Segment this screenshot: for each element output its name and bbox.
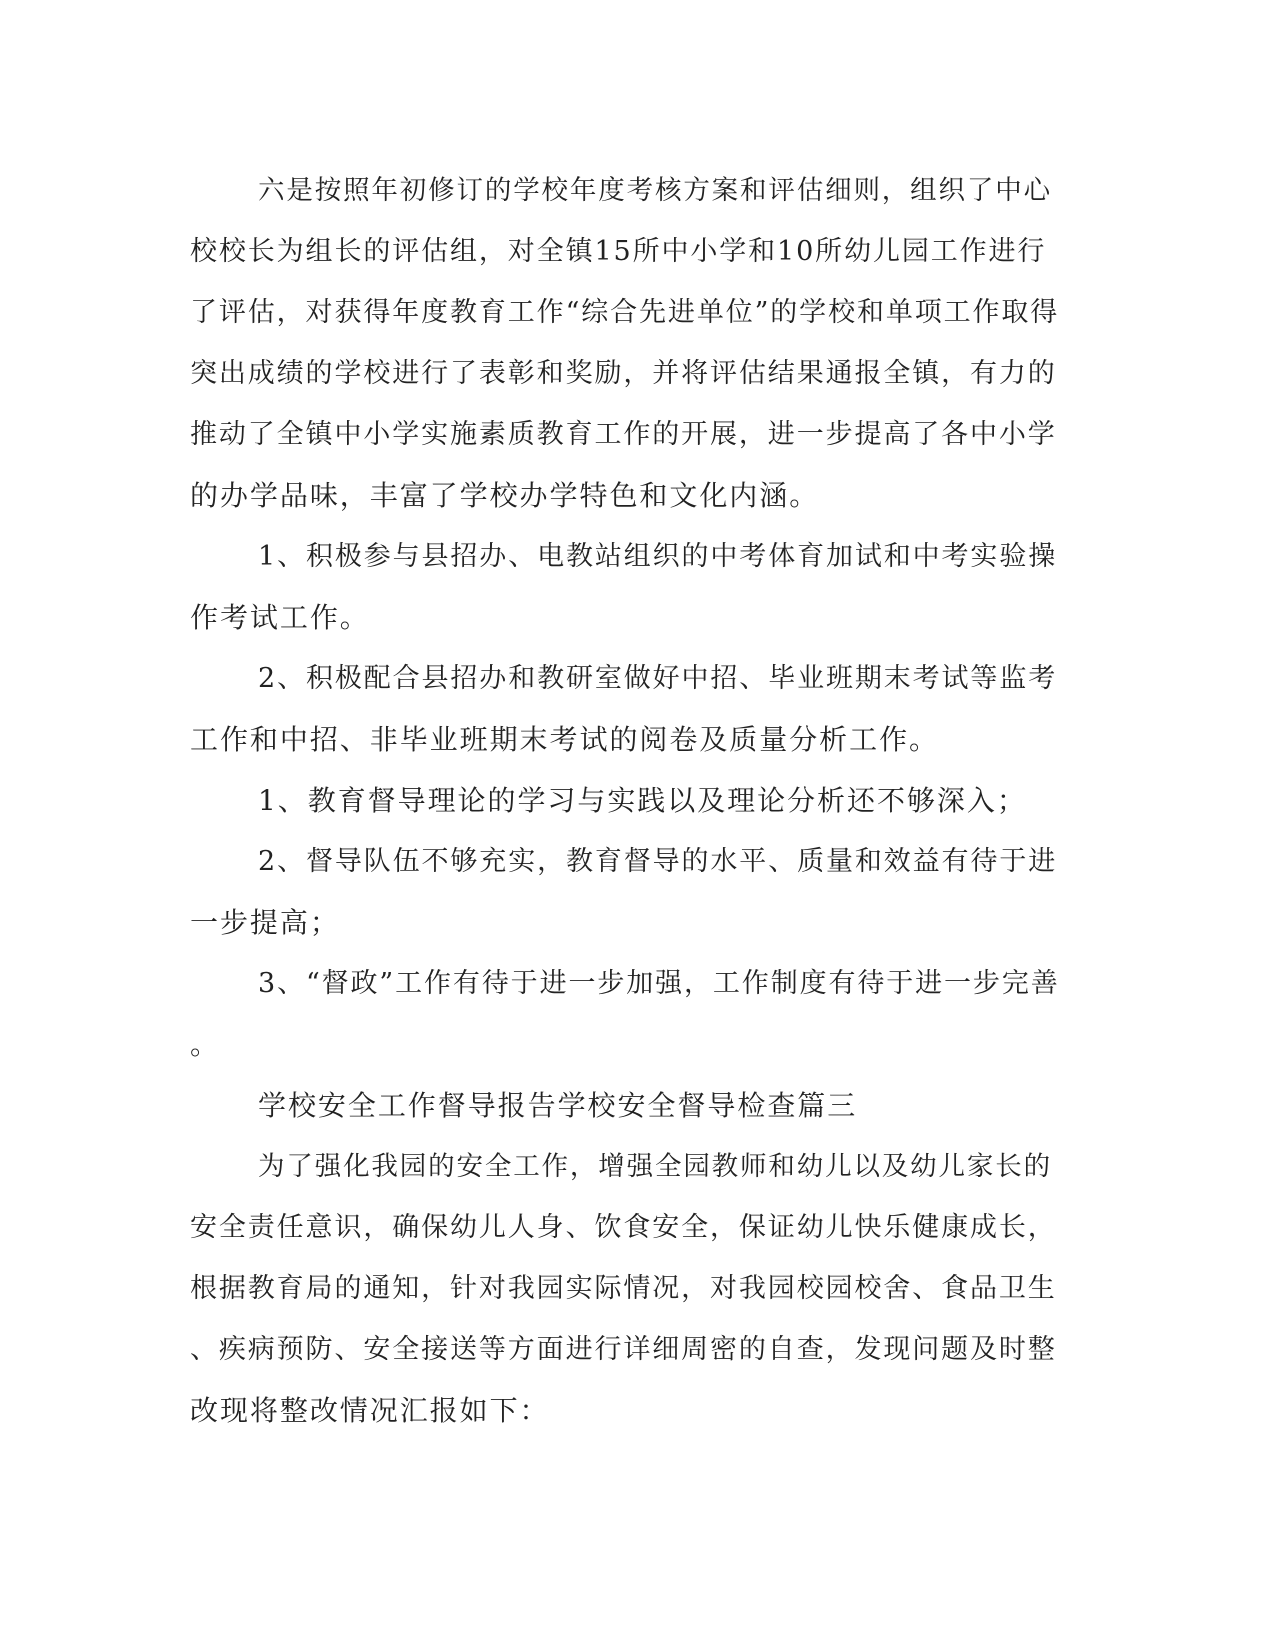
text-line: 、疾病预防、安全接送等方面进行详细周密的自查，发现问题及时整 [190,1334,1057,1365]
text-line: 一步提高； [190,906,340,939]
text-line: 校校长为组长的评估组，对全镇15所中小学和10所幼儿园工作进行 [190,236,1047,267]
text-line: 突出成绩的学校进行了表彰和奖励，并将评估结果通报全镇，有力的 [190,358,1057,389]
text-line: 2、积极配合县招办和教研室做好中招、毕业班期末考试等监考 [258,663,1058,694]
text-line: 。 [190,1028,220,1061]
text-line: 改现将整改情况汇报如下： [190,1394,550,1427]
section-heading: 学校安全工作督导报告学校安全督导检查篇三 [258,1089,858,1122]
text-line: 2、督导队伍不够充实，教育督导的水平、质量和效益有待于进 [258,846,1058,877]
text-line: 推动了全镇中小学实施素质教育工作的开展，进一步提高了各中小学 [190,419,1057,450]
text-line: 工作和中招、非毕业班期末考试的阅卷及质量分析工作。 [190,723,940,756]
text-line: 1、教育督导理论的学习与实践以及理论分析还不够深入； [258,784,1027,817]
text-line: 根据教育局的通知，针对我园实际情况，对我园校园校舍、食品卫生 [190,1273,1057,1304]
text-line: 安全责任意识，确保幼儿人身、饮食安全，保证幼儿快乐健康成长， [190,1212,1057,1243]
text-line: 为了强化我园的安全工作，增强全园教师和幼儿以及幼儿家长的 [258,1151,1052,1182]
text-line: 作考试工作。 [190,601,370,634]
text-line: 1、积极参与县招办、电教站组织的中考体育加试和中考实验操 [258,541,1058,572]
text-line: 六是按照年初修订的学校年度考核方案和评估细则，组织了中心 [258,175,1052,206]
text-line: 3、“督政”工作有待于进一步加强，工作制度有待于进一步完善 [258,968,1060,999]
text-line: 了评估，对获得年度教育工作“综合先进单位”的学校和单项工作取得 [190,297,1060,328]
document-body [190,160,1060,1441]
text-line: 的办学品味，丰富了学校办学特色和文化内涵。 [190,479,820,512]
